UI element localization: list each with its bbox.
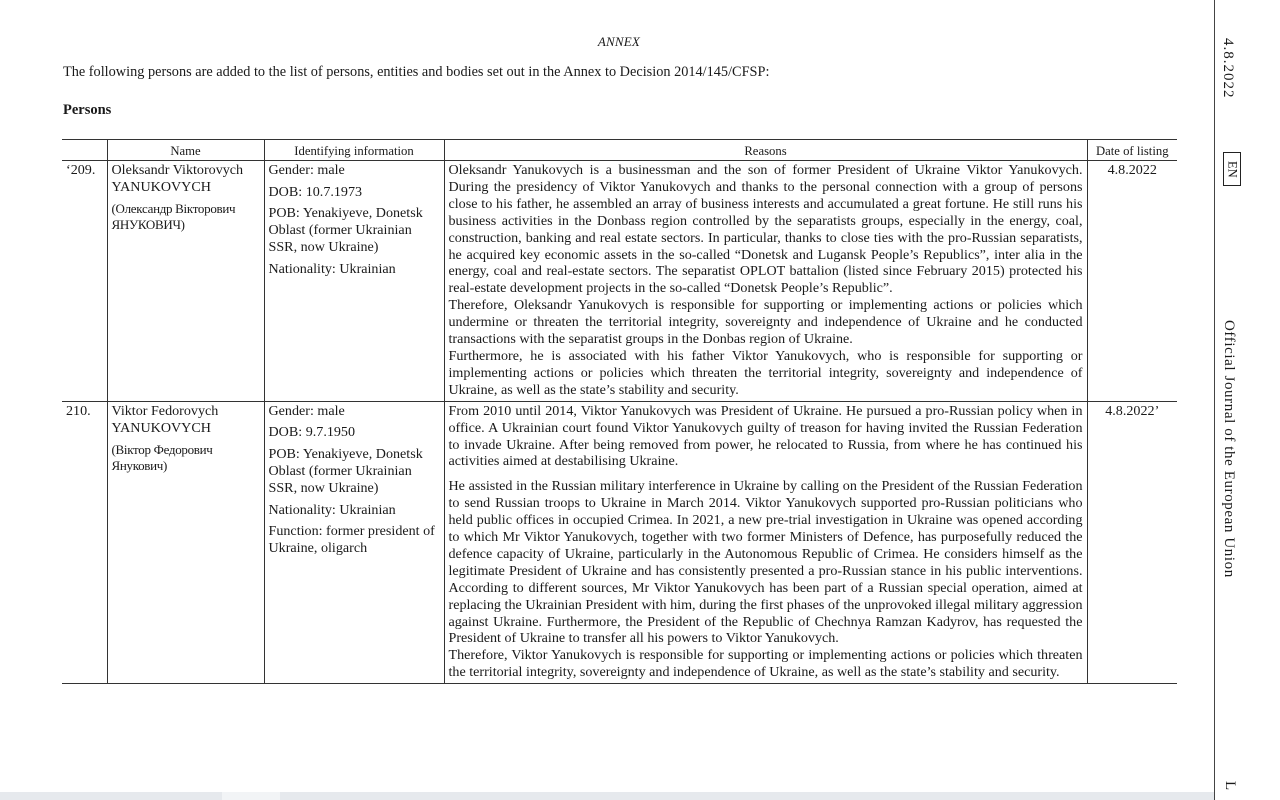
section-title: Persons	[63, 102, 112, 118]
date-of-birth: DOB: 9.7.1950	[268, 424, 356, 441]
reason-paragraph: Therefore, Oleksandr Yanukovych is responsible for supporting or implementing actions or policies which undermine or threaten the territorial integrity, sovereignty and independence of Ukraine and he conducted transactions with the separatist groups in the Donbas region of Ukraine.	[448, 297, 1083, 348]
table-row	[62, 161, 1177, 402]
identifying-information-cell	[264, 401, 444, 684]
entry-number: 210.	[62, 401, 107, 684]
gender: Gender: male	[268, 162, 345, 178]
header-number	[62, 140, 107, 161]
header-name: Name	[107, 140, 264, 161]
reasons-cell	[444, 401, 1087, 684]
nationality: Nationality: Ukrainian	[268, 501, 396, 518]
entry-number: ‘209.	[62, 161, 107, 402]
place-of-birth: POB: Yenakiyeve, Donetsk Oblast (former Ukrainian SSR, now Ukraine)	[268, 205, 423, 256]
sidebar-date: 4.8.2022	[1220, 38, 1236, 99]
header-identifying-information: Identifying information	[264, 140, 444, 161]
person-name: Viktor Fedorovych YANUKOVYCH	[111, 402, 219, 436]
date-of-birth: DOB: 10.7.1973	[268, 183, 363, 200]
person-name: Oleksandr Viktorovych YANUKOVYCH	[111, 162, 244, 195]
reasons-cell	[444, 161, 1087, 402]
function: Function: former president of Ukraine, oligarch	[268, 523, 435, 557]
date-of-listing: 4.8.2022	[1087, 161, 1177, 402]
header-reasons: Reasons	[444, 140, 1087, 161]
reason-paragraph: He assisted in the Russian military interference in Ukraine by calling on the President of the Russian Federation to send Russian troops to Ukraine in March 2014. Viktor Yanukovych supported pro-Russian politicians who held public offices in occupied Crimea. In 2021, a new pre-trial investigation in Ukraine was opened according to which Mr Viktor Yanukovych, together with two former Ministers of Defence, has purposefully reduced the defence capacity of Ukraine, particularly in the Autonomous Republic of Crimea. He considers himself as the legitimate President of Ukraine and has consistently presented a pro-Russian stance in his public interventions. According to different sources, Mr Viktor Yanukovych has been part of a Russian special operation, aimed at replacing the Ukrainian President with him, during the first phases of the unprovoked illegal military aggression against Ukraine. Furthermore, the President of the Republic of Chechnya Ramzan Kadyrov, has requested the President of Ukraine to transfer all his powers to Viktor Yanukovych.	[448, 478, 1083, 647]
series-marker: L	[1222, 781, 1238, 791]
person-name-cyrillic: (Віктор Федорович Янукович)	[111, 441, 213, 473]
reason-paragraph: From 2010 until 2014, Viktor Yanukovych was President of Ukraine. He pursued a pro-Russian policy when in office. A Ukrainian court found Viktor Yanukovych guilty of treason for having invited the Russian Federation to invade Ukraine. After being removed from power, he relocated to Russia, from where he has continued his activities aimed at destabilising Ukraine.	[448, 402, 1083, 470]
name-cell	[107, 161, 264, 402]
journal-sidebar	[1214, 0, 1280, 800]
persons-table	[62, 139, 1177, 684]
annex-heading: ANNEX	[597, 34, 641, 49]
journal-title: Official Journal of the European Union	[1221, 320, 1237, 578]
place-of-birth: POB: Yenakiyeve, Donetsk Oblast (former Ukrainian SSR, now Ukraine)	[268, 446, 423, 496]
reason-paragraph: Furthermore, he is associated with his father Viktor Yanukovych, who is responsible for supporting or implementing actions or policies which threaten the territorial integrity, sovereignty and independence of Ukraine, as well as the state’s stability and security.	[448, 347, 1083, 398]
person-name-cyrillic: (Олександр Вікторович ЯНУКОВИЧ)	[111, 200, 236, 233]
reason-paragraph: Therefore, Viktor Yanukovych is responsible for supporting or implementing actions or policies which threaten the territorial integrity, sovereignty and independence of Ukraine, as well as the state’s stability and security.	[448, 647, 1083, 681]
table-header-row	[62, 140, 1177, 161]
scrollbar-thumb[interactable]	[222, 792, 280, 800]
header-date-of-listing: Date of listing	[1087, 140, 1177, 161]
nationality: Nationality: Ukrainian	[268, 260, 396, 277]
horizontal-scrollbar[interactable]	[0, 792, 1214, 800]
name-cell	[107, 401, 264, 684]
date-of-listing: 4.8.2022’	[1087, 401, 1177, 684]
language-badge: EN	[1223, 152, 1241, 186]
intro-text: The following persons are added to the list of persons, entities and bodies set out in the Annex to Decision 2014/145/CFSP:	[63, 64, 770, 80]
gender: Gender: male	[268, 402, 345, 419]
identifying-information-cell	[264, 161, 444, 402]
reason-paragraph: Oleksandr Yanukovych is a businessman and the son of former President of Ukraine Viktor Yanukovych. During the presidency of Viktor Yanukovych and thanks to the personal connection with a group of persons close to his father, he assembled an array of business interests and accumulated a great fortune. He still runs his business activities in the Donbass region controlled by the separatists groups, especially in the energy, coal, construction, banking and real estate sectors. In particular, thanks to close ties with the pro-Russian separatists, he acquired key economic assets in the so-called “Donetsk and Lugansk People’s Republics”, inter alia in the energy, coal and real-estate sectors. The separatist OPLOT battalion (listed since February 2015) protected his real-estate development projects in the so-called “Donetsk People’s Republic”.	[448, 162, 1083, 297]
table-row	[62, 401, 1177, 684]
